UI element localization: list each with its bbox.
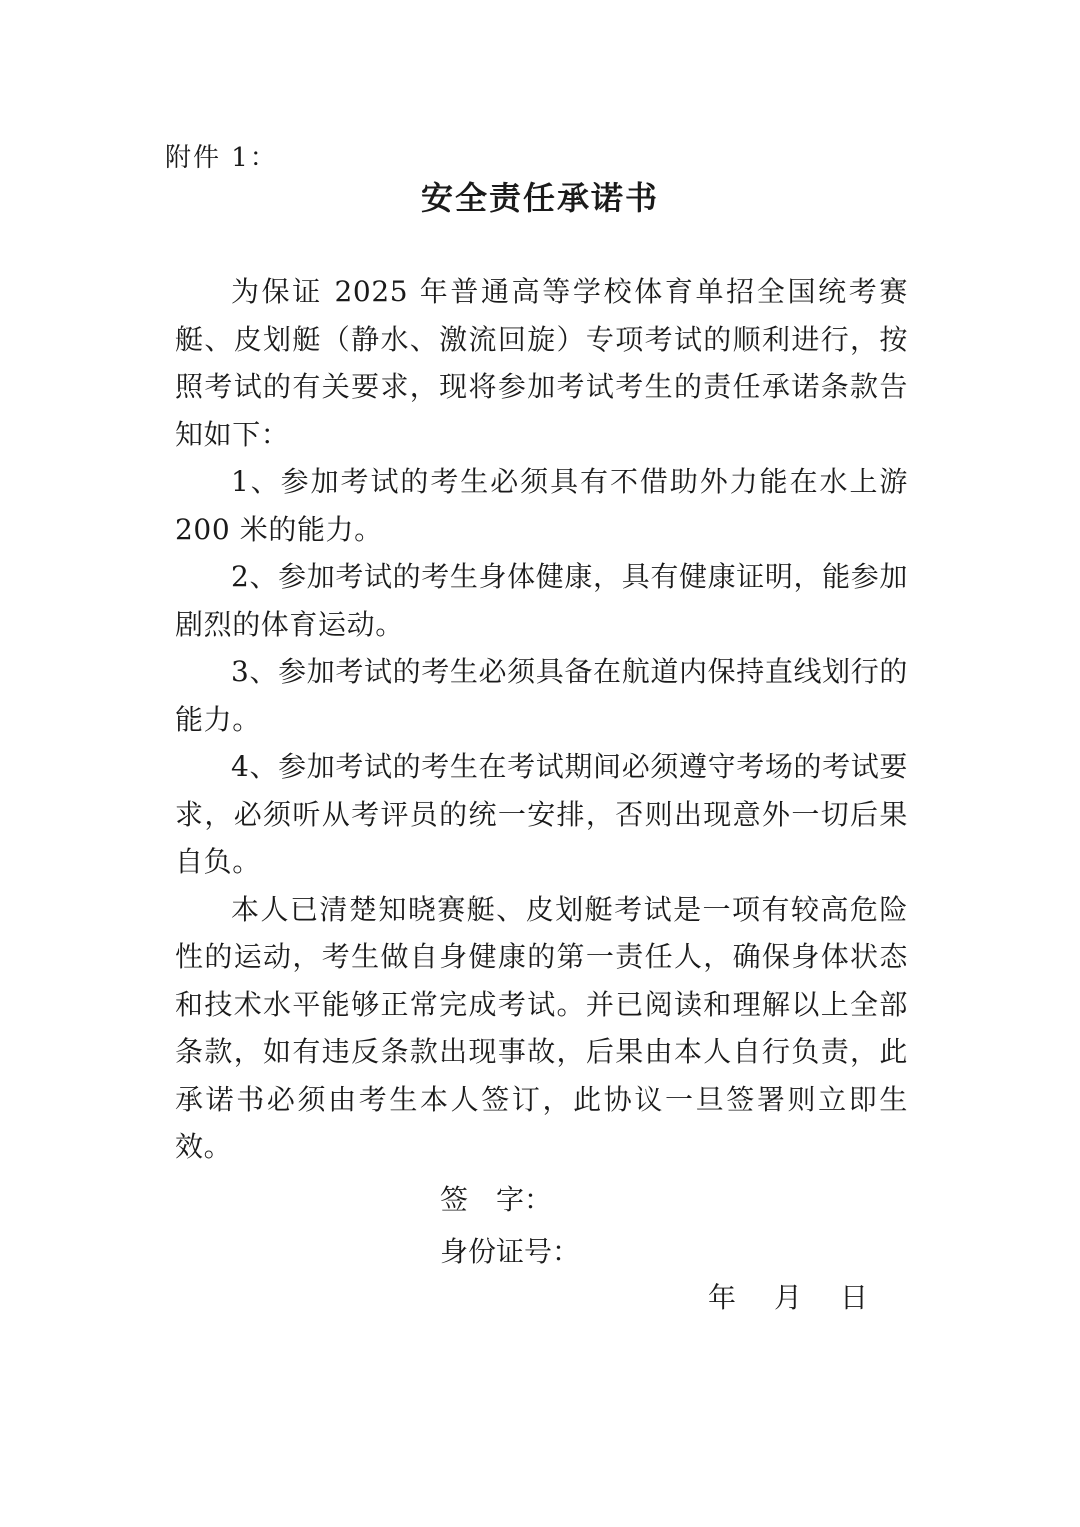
declaration-paragraph: 本人已清楚知晓赛艇、皮划艇考试是一项有较高危险性的运动，考生做自身健康的第一责任人，确保身体状态和技术水平能够正常完成考试。并已阅读和理解以上全部条款，如有违反条款出现事故，后果由本人自行负责，此承诺书必须由考生本人签订，此协议一旦签署则立即生效。	[175, 892, 908, 1163]
document-title: 安全责任承诺书	[420, 179, 659, 217]
document-body	[175, 268, 908, 1171]
date-day-label: 日	[840, 1281, 869, 1314]
attachment-label: 附件 1：	[165, 143, 278, 173]
signature-block	[440, 1174, 580, 1278]
clause-4-paragraph: 4、参加考试的考生在考试期间必须遵守考场的考试要求，必须听从考评员的统一安排，否则出现意外一切后果自负。	[175, 750, 908, 878]
date-line	[708, 1278, 868, 1318]
date-year-label: 年	[708, 1281, 737, 1314]
clause-3-paragraph: 3、参加考试的考生必须具备在航道内保持直线划行的能力。	[175, 655, 908, 736]
signature-label: 签 字：	[440, 1183, 553, 1216]
date-month-label: 月	[774, 1281, 803, 1314]
clause-2-paragraph: 2、参加考试的考生身体健康，具有健康证明，能参加剧烈的体育运动。	[175, 560, 908, 641]
id-number-label: 身份证号：	[440, 1235, 581, 1268]
clause-1-paragraph: 1、参加考试的考生必须具有不借助外力能在水上游 200 米的能力。	[175, 465, 908, 546]
intro-paragraph: 为保证 2025 年普通高等学校体育单招全国统考赛艇、皮划艇（静水、激流回旋）专项考试的顺利进行，按照考试的有关要求，现将参加考试考生的责任承诺条款告知如下：	[175, 275, 908, 451]
